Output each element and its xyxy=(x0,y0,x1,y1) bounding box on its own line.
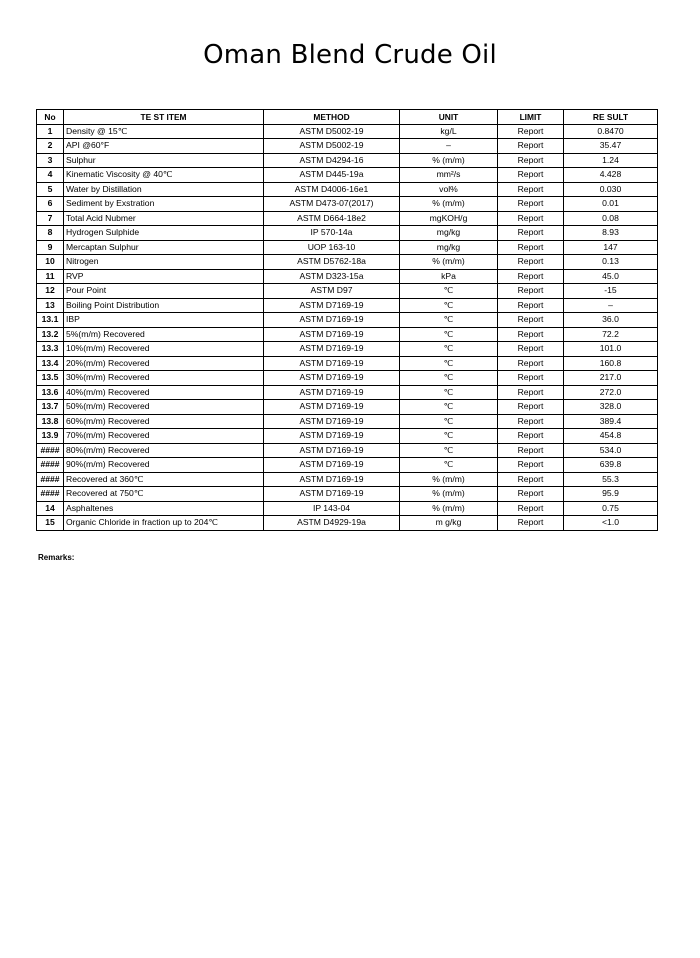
unit-cell: vol% xyxy=(400,182,498,197)
unit-cell: mg/kg xyxy=(400,240,498,255)
unit-cell: ℃ xyxy=(400,385,498,400)
test-method-cell: ASTM D7169-19 xyxy=(264,356,400,371)
result-cell: – xyxy=(564,298,658,313)
unit-cell: mgKOH/g xyxy=(400,211,498,226)
table-row xyxy=(37,168,658,183)
unit-cell: ℃ xyxy=(400,327,498,342)
test-item-cell: Density @ 15℃ xyxy=(64,124,264,139)
test-item-cell: Asphaltenes xyxy=(64,501,264,516)
test-item-cell: Mercaptan Sulphur xyxy=(64,240,264,255)
test-item-cell: Pour Point xyxy=(64,284,264,299)
limit-cell: Report xyxy=(498,371,564,386)
row-number-cell: 14 xyxy=(37,501,64,516)
test-method-cell: ASTM D7169-19 xyxy=(264,400,400,415)
test-method-cell: ASTM D323-15a xyxy=(264,269,400,284)
table-row xyxy=(37,124,658,139)
test-item-cell: Boiling Point Distribution xyxy=(64,298,264,313)
unit-cell: kg/L xyxy=(400,124,498,139)
table-row xyxy=(37,255,658,270)
result-cell: 1.24 xyxy=(564,153,658,168)
row-number-cell: 13.3 xyxy=(37,342,64,357)
limit-cell: Report xyxy=(498,342,564,357)
row-number-cell: 13.6 xyxy=(37,385,64,400)
table-row xyxy=(37,501,658,516)
result-cell: 389.4 xyxy=(564,414,658,429)
table-body xyxy=(37,124,658,530)
limit-cell: Report xyxy=(498,153,564,168)
test-item-cell: 90%(m/m) Recovered xyxy=(64,458,264,473)
table-row xyxy=(37,153,658,168)
test-method-cell: ASTM D7169-19 xyxy=(264,342,400,357)
unit-cell: ℃ xyxy=(400,342,498,357)
limit-cell: Report xyxy=(498,124,564,139)
row-number-cell: 13 xyxy=(37,298,64,313)
unit-cell: kPa xyxy=(400,269,498,284)
test-item-cell: 80%(m/m) Recovered xyxy=(64,443,264,458)
test-method-cell: ASTM D664-18e2 xyxy=(264,211,400,226)
test-item-cell: 30%(m/m) Recovered xyxy=(64,371,264,386)
result-cell: 328.0 xyxy=(564,400,658,415)
test-method-cell: ASTM D5762-18a xyxy=(264,255,400,270)
unit-cell: % (m/m) xyxy=(400,472,498,487)
result-cell: 272.0 xyxy=(564,385,658,400)
unit-cell: % (m/m) xyxy=(400,501,498,516)
result-cell: 45.0 xyxy=(564,269,658,284)
unit-cell: ℃ xyxy=(400,414,498,429)
test-method-cell: ASTM D473-07(2017) xyxy=(264,197,400,212)
test-item-cell: Nitrogen xyxy=(64,255,264,270)
table-row xyxy=(37,400,658,415)
result-cell: 639.8 xyxy=(564,458,658,473)
limit-cell: Report xyxy=(498,327,564,342)
result-cell: 35.47 xyxy=(564,139,658,154)
test-item-cell: Hydrogen Sulphide xyxy=(64,226,264,241)
test-method-cell: ASTM D7169-19 xyxy=(264,385,400,400)
result-cell: 0.08 xyxy=(564,211,658,226)
test-item-cell: 70%(m/m) Recovered xyxy=(64,429,264,444)
test-item-cell: Organic Chloride in fraction up to 204℃ xyxy=(64,516,264,531)
test-method-cell: ASTM D7169-19 xyxy=(264,472,400,487)
row-number-cell: 13.7 xyxy=(37,400,64,415)
row-number-cell: #### xyxy=(37,487,64,502)
result-cell: -15 xyxy=(564,284,658,299)
test-item-cell: 60%(m/m) Recovered xyxy=(64,414,264,429)
limit-cell: Report xyxy=(498,255,564,270)
table-row xyxy=(37,182,658,197)
unit-cell: ℃ xyxy=(400,356,498,371)
table-row xyxy=(37,139,658,154)
table-row xyxy=(37,197,658,212)
result-cell: 147 xyxy=(564,240,658,255)
test-method-cell: ASTM D7169-19 xyxy=(264,429,400,444)
table-row xyxy=(37,414,658,429)
unit-cell: % (m/m) xyxy=(400,487,498,502)
row-number-cell: 15 xyxy=(37,516,64,531)
test-method-cell: ASTM D7169-19 xyxy=(264,327,400,342)
unit-cell: ℃ xyxy=(400,429,498,444)
limit-cell: Report xyxy=(498,298,564,313)
header-method: METHOD xyxy=(264,110,400,125)
table-row xyxy=(37,443,658,458)
test-item-cell: IBP xyxy=(64,313,264,328)
limit-cell: Report xyxy=(498,414,564,429)
unit-cell: ℃ xyxy=(400,371,498,386)
test-item-cell: RVP xyxy=(64,269,264,284)
row-number-cell: 12 xyxy=(37,284,64,299)
test-item-cell: API @60°F xyxy=(64,139,264,154)
unit-cell: mm²/s xyxy=(400,168,498,183)
limit-cell: Report xyxy=(498,400,564,415)
row-number-cell: #### xyxy=(37,458,64,473)
row-number-cell: #### xyxy=(37,443,64,458)
test-item-cell: Kinematic Viscosity @ 40℃ xyxy=(64,168,264,183)
table-row xyxy=(37,458,658,473)
table-row xyxy=(37,342,658,357)
result-cell: <1.0 xyxy=(564,516,658,531)
header-no: No xyxy=(37,110,64,125)
table-row xyxy=(37,211,658,226)
test-method-cell: ASTM D7169-19 xyxy=(264,443,400,458)
result-cell: 0.75 xyxy=(564,501,658,516)
test-item-cell: Recovered at 750℃ xyxy=(64,487,264,502)
test-method-cell: ASTM D7169-19 xyxy=(264,371,400,386)
unit-cell: – xyxy=(400,139,498,154)
table-row xyxy=(37,298,658,313)
result-cell: 72.2 xyxy=(564,327,658,342)
test-method-cell: ASTM D4294-16 xyxy=(264,153,400,168)
result-cell: 8.93 xyxy=(564,226,658,241)
test-method-cell: ASTM D97 xyxy=(264,284,400,299)
test-method-cell: ASTM D7169-19 xyxy=(264,458,400,473)
row-number-cell: 13.1 xyxy=(37,313,64,328)
result-cell: 55.3 xyxy=(564,472,658,487)
header-limit: LIMIT xyxy=(498,110,564,125)
limit-cell: Report xyxy=(498,385,564,400)
limit-cell: Report xyxy=(498,197,564,212)
table-row xyxy=(37,487,658,502)
row-number-cell: 2 xyxy=(37,139,64,154)
limit-cell: Report xyxy=(498,226,564,241)
row-number-cell: 5 xyxy=(37,182,64,197)
limit-cell: Report xyxy=(498,429,564,444)
result-cell: 160.8 xyxy=(564,356,658,371)
row-number-cell: 13.9 xyxy=(37,429,64,444)
unit-cell: % (m/m) xyxy=(400,255,498,270)
limit-cell: Report xyxy=(498,458,564,473)
test-method-cell: IP 570-14a xyxy=(264,226,400,241)
test-method-cell: ASTM D4006-16e1 xyxy=(264,182,400,197)
limit-cell: Report xyxy=(498,211,564,226)
test-item-cell: 40%(m/m) Recovered xyxy=(64,385,264,400)
test-item-cell: Sediment by Exstration xyxy=(64,197,264,212)
table-header-row xyxy=(37,110,658,125)
limit-cell: Report xyxy=(498,356,564,371)
test-method-cell: IP 143-04 xyxy=(264,501,400,516)
table-row xyxy=(37,385,658,400)
table-row xyxy=(37,327,658,342)
result-cell: 0.8470 xyxy=(564,124,658,139)
limit-cell: Report xyxy=(498,313,564,328)
row-number-cell: 13.8 xyxy=(37,414,64,429)
table-row xyxy=(37,269,658,284)
test-method-cell: ASTM D7169-19 xyxy=(264,487,400,502)
test-item-cell: Total Acid Nubmer xyxy=(64,211,264,226)
row-number-cell: 3 xyxy=(37,153,64,168)
limit-cell: Report xyxy=(498,182,564,197)
unit-cell: % (m/m) xyxy=(400,153,498,168)
row-number-cell: 13.4 xyxy=(37,356,64,371)
limit-cell: Report xyxy=(498,472,564,487)
result-cell: 0.01 xyxy=(564,197,658,212)
unit-cell: m g/kg xyxy=(400,516,498,531)
test-results-table xyxy=(36,109,658,531)
result-cell: 0.030 xyxy=(564,182,658,197)
header-unit: UNIT xyxy=(400,110,498,125)
page-title: Oman Blend Crude Oil xyxy=(203,40,497,70)
limit-cell: Report xyxy=(498,487,564,502)
row-number-cell: 8 xyxy=(37,226,64,241)
test-method-cell: ASTM D5002-19 xyxy=(264,139,400,154)
row-number-cell: 13.2 xyxy=(37,327,64,342)
test-item-cell: 20%(m/m) Recovered xyxy=(64,356,264,371)
table-row xyxy=(37,472,658,487)
unit-cell: ℃ xyxy=(400,400,498,415)
result-cell: 36.0 xyxy=(564,313,658,328)
unit-cell: ℃ xyxy=(400,298,498,313)
test-method-cell: ASTM D445-19a xyxy=(264,168,400,183)
limit-cell: Report xyxy=(498,443,564,458)
test-item-cell: 10%(m/m) Recovered xyxy=(64,342,264,357)
result-cell: 454.8 xyxy=(564,429,658,444)
test-method-cell: ASTM D7169-19 xyxy=(264,414,400,429)
table-row xyxy=(37,516,658,531)
result-cell: 4.428 xyxy=(564,168,658,183)
row-number-cell: 6 xyxy=(37,197,64,212)
unit-cell: mg/kg xyxy=(400,226,498,241)
table-row xyxy=(37,371,658,386)
limit-cell: Report xyxy=(498,284,564,299)
unit-cell: ℃ xyxy=(400,458,498,473)
table-row xyxy=(37,240,658,255)
test-item-cell: Sulphur xyxy=(64,153,264,168)
test-method-cell: UOP 163-10 xyxy=(264,240,400,255)
test-item-cell: 50%(m/m) Recovered xyxy=(64,400,264,415)
result-cell: 95.9 xyxy=(564,487,658,502)
result-cell: 217.0 xyxy=(564,371,658,386)
test-method-cell: ASTM D4929-19a xyxy=(264,516,400,531)
remarks-label: Remarks: xyxy=(38,553,75,562)
test-method-cell: ASTM D7169-19 xyxy=(264,313,400,328)
limit-cell: Report xyxy=(498,240,564,255)
test-item-cell: Water by Distillation xyxy=(64,182,264,197)
row-number-cell: 4 xyxy=(37,168,64,183)
header-result: RE SULT xyxy=(564,110,658,125)
table-row xyxy=(37,226,658,241)
test-item-cell: Recovered at 360℃ xyxy=(64,472,264,487)
row-number-cell: 9 xyxy=(37,240,64,255)
row-number-cell: #### xyxy=(37,472,64,487)
row-number-cell: 13.5 xyxy=(37,371,64,386)
unit-cell: % (m/m) xyxy=(400,197,498,212)
row-number-cell: 7 xyxy=(37,211,64,226)
table-row xyxy=(37,284,658,299)
limit-cell: Report xyxy=(498,168,564,183)
table-row xyxy=(37,356,658,371)
row-number-cell: 1 xyxy=(37,124,64,139)
test-method-cell: ASTM D5002-19 xyxy=(264,124,400,139)
limit-cell: Report xyxy=(498,139,564,154)
unit-cell: ℃ xyxy=(400,443,498,458)
row-number-cell: 10 xyxy=(37,255,64,270)
result-cell: 534.0 xyxy=(564,443,658,458)
test-method-cell: ASTM D7169-19 xyxy=(264,298,400,313)
row-number-cell: 11 xyxy=(37,269,64,284)
limit-cell: Report xyxy=(498,501,564,516)
result-cell: 101.0 xyxy=(564,342,658,357)
header-test-item: TE ST ITEM xyxy=(64,110,264,125)
limit-cell: Report xyxy=(498,269,564,284)
test-item-cell: 5%(m/m) Recovered xyxy=(64,327,264,342)
unit-cell: ℃ xyxy=(400,313,498,328)
unit-cell: ℃ xyxy=(400,284,498,299)
table-row xyxy=(37,313,658,328)
table-row xyxy=(37,429,658,444)
result-cell: 0.13 xyxy=(564,255,658,270)
limit-cell: Report xyxy=(498,516,564,531)
